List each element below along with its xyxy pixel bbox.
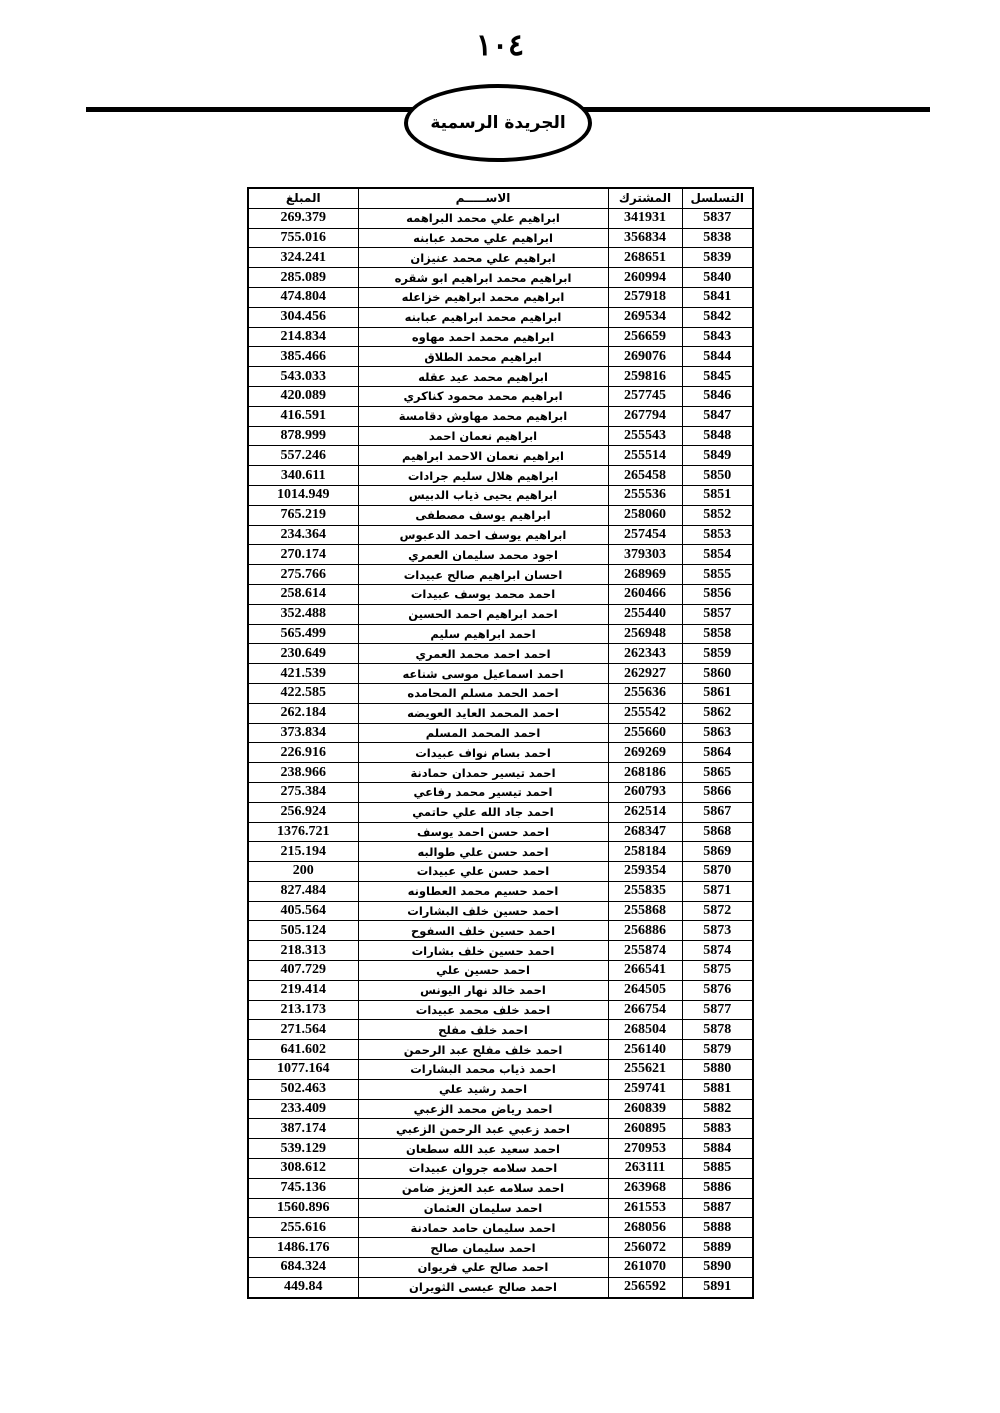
cell-sequence: 5839 bbox=[682, 248, 753, 268]
cell-subscriber: 268969 bbox=[608, 565, 682, 585]
table-row bbox=[248, 980, 753, 1000]
table-row bbox=[248, 545, 753, 565]
cell-subscriber: 379303 bbox=[608, 545, 682, 565]
cell-amount: 421.539 bbox=[248, 664, 358, 684]
cell-name: احمد رياض محمد الزعبي bbox=[358, 1099, 608, 1119]
cell-amount: 422.585 bbox=[248, 683, 358, 703]
cell-name: احمد سليمان حامد حمادنة bbox=[358, 1218, 608, 1238]
cell-subscriber: 259816 bbox=[608, 367, 682, 387]
table-row bbox=[248, 525, 753, 545]
cell-name: احمد ابراهيم احمد الحسين bbox=[358, 604, 608, 624]
cell-name: احمد حسين خلف البشارات bbox=[358, 901, 608, 921]
table-row bbox=[248, 565, 753, 585]
cell-sequence: 5846 bbox=[682, 386, 753, 406]
cell-name: ابراهيم علي محمد عبابنه bbox=[358, 228, 608, 248]
cell-name: احمد صالح علي فريوان bbox=[358, 1258, 608, 1278]
cell-subscriber: 255660 bbox=[608, 723, 682, 743]
cell-sequence: 5840 bbox=[682, 268, 753, 288]
table-row bbox=[248, 604, 753, 624]
cell-sequence: 5888 bbox=[682, 1218, 753, 1238]
cell-subscriber: 262343 bbox=[608, 644, 682, 664]
cell-subscriber: 341931 bbox=[608, 208, 682, 228]
table-row bbox=[248, 862, 753, 882]
cell-sequence: 5885 bbox=[682, 1159, 753, 1179]
table-row bbox=[248, 347, 753, 367]
cell-subscriber: 260793 bbox=[608, 782, 682, 802]
cell-name: احمد حسن علي طوالبه bbox=[358, 842, 608, 862]
cell-name: ابراهيم نعمان احمد bbox=[358, 426, 608, 446]
cell-amount: 215.194 bbox=[248, 842, 358, 862]
cell-subscriber: 260994 bbox=[608, 268, 682, 288]
cell-subscriber: 256659 bbox=[608, 327, 682, 347]
cell-name: احمد رشيد علي bbox=[358, 1079, 608, 1099]
table-row bbox=[248, 584, 753, 604]
cell-name: احمد المحمد العايد العويضه bbox=[358, 703, 608, 723]
cell-name: احمد تيسير حمدان حمادنة bbox=[358, 763, 608, 783]
cell-subscriber: 255835 bbox=[608, 881, 682, 901]
table-row bbox=[248, 763, 753, 783]
cell-amount: 505.124 bbox=[248, 921, 358, 941]
table-row bbox=[248, 802, 753, 822]
cell-amount: 543.033 bbox=[248, 367, 358, 387]
cell-sequence: 5879 bbox=[682, 1040, 753, 1060]
cell-sequence: 5868 bbox=[682, 822, 753, 842]
cell-name: ابراهيم محمد ابراهيم عبابنه bbox=[358, 307, 608, 327]
cell-amount: 827.484 bbox=[248, 881, 358, 901]
table-row bbox=[248, 1020, 753, 1040]
cell-sequence: 5856 bbox=[682, 584, 753, 604]
cell-name: احمد حسين خلف السفوح bbox=[358, 921, 608, 941]
table-row bbox=[248, 1119, 753, 1139]
cell-sequence: 5874 bbox=[682, 941, 753, 961]
table-row bbox=[248, 941, 753, 961]
header-amount: المبلغ bbox=[248, 188, 358, 208]
cell-sequence: 5886 bbox=[682, 1178, 753, 1198]
cell-sequence: 5889 bbox=[682, 1238, 753, 1258]
cell-amount: 213.173 bbox=[248, 1000, 358, 1020]
cell-sequence: 5880 bbox=[682, 1060, 753, 1080]
cell-amount: 275.384 bbox=[248, 782, 358, 802]
cell-amount: 324.241 bbox=[248, 248, 358, 268]
cell-name: ابراهيم يوسف مصطفى bbox=[358, 505, 608, 525]
cell-name: ابراهيم محمد الطلاق bbox=[358, 347, 608, 367]
cell-sequence: 5838 bbox=[682, 228, 753, 248]
gazette-title-oval bbox=[404, 84, 592, 162]
cell-name: ابراهيم علي محمد البراهمه bbox=[358, 208, 608, 228]
cell-name: احمد حسين علي bbox=[358, 961, 608, 981]
table-row bbox=[248, 1238, 753, 1258]
cell-amount: 262.184 bbox=[248, 703, 358, 723]
cell-amount: 539.129 bbox=[248, 1139, 358, 1159]
cell-subscriber: 269076 bbox=[608, 347, 682, 367]
cell-name: ابراهيم يحيى ذياب الدبيس bbox=[358, 485, 608, 505]
cell-amount: 1560.896 bbox=[248, 1198, 358, 1218]
cell-subscriber: 269269 bbox=[608, 743, 682, 763]
cell-amount: 238.966 bbox=[248, 763, 358, 783]
cell-sequence: 5845 bbox=[682, 367, 753, 387]
table-row bbox=[248, 1218, 753, 1238]
cell-sequence: 5853 bbox=[682, 525, 753, 545]
cell-subscriber: 269534 bbox=[608, 307, 682, 327]
cell-amount: 352.488 bbox=[248, 604, 358, 624]
cell-amount: 385.466 bbox=[248, 347, 358, 367]
table-row bbox=[248, 1198, 753, 1218]
cell-sequence: 5887 bbox=[682, 1198, 753, 1218]
cell-name: احمد خالد نهار اليونس bbox=[358, 980, 608, 1000]
cell-sequence: 5876 bbox=[682, 980, 753, 1000]
cell-amount: 745.136 bbox=[248, 1178, 358, 1198]
cell-amount: 219.414 bbox=[248, 980, 358, 1000]
table-row bbox=[248, 1040, 753, 1060]
table-row bbox=[248, 208, 753, 228]
table-header-row bbox=[248, 188, 753, 208]
cell-subscriber: 256948 bbox=[608, 624, 682, 644]
cell-subscriber: 270953 bbox=[608, 1139, 682, 1159]
cell-amount: 269.379 bbox=[248, 208, 358, 228]
cell-amount: 755.016 bbox=[248, 228, 358, 248]
cell-amount: 214.834 bbox=[248, 327, 358, 347]
cell-name: احسان ابراهيم صالح عبيدات bbox=[358, 565, 608, 585]
cell-name: احمد حسن احمد يوسف bbox=[358, 822, 608, 842]
cell-amount: 565.499 bbox=[248, 624, 358, 644]
cell-amount: 340.611 bbox=[248, 466, 358, 486]
cell-sequence: 5857 bbox=[682, 604, 753, 624]
cell-subscriber: 260895 bbox=[608, 1119, 682, 1139]
cell-amount: 407.729 bbox=[248, 961, 358, 981]
cell-amount: 641.602 bbox=[248, 1040, 358, 1060]
cell-name: احمد سليمان العثمان bbox=[358, 1198, 608, 1218]
cell-amount: 416.591 bbox=[248, 406, 358, 426]
table-row bbox=[248, 1139, 753, 1159]
table-row bbox=[248, 1159, 753, 1179]
table-row bbox=[248, 1258, 753, 1278]
cell-sequence: 5850 bbox=[682, 466, 753, 486]
cell-subscriber: 256140 bbox=[608, 1040, 682, 1060]
cell-amount: 270.174 bbox=[248, 545, 358, 565]
cell-name: ابراهيم هلال سليم جرادات bbox=[358, 466, 608, 486]
cell-name: ابراهيم محمد احمد مهاوه bbox=[358, 327, 608, 347]
cell-sequence: 5883 bbox=[682, 1119, 753, 1139]
cell-subscriber: 268651 bbox=[608, 248, 682, 268]
table-row bbox=[248, 644, 753, 664]
cell-sequence: 5860 bbox=[682, 664, 753, 684]
cell-sequence: 5884 bbox=[682, 1139, 753, 1159]
table-row bbox=[248, 664, 753, 684]
cell-subscriber: 262514 bbox=[608, 802, 682, 822]
cell-subscriber: 257918 bbox=[608, 287, 682, 307]
cell-sequence: 5843 bbox=[682, 327, 753, 347]
cell-sequence: 5849 bbox=[682, 446, 753, 466]
cell-name: احمد زعبي عبد الرحمن الزعبي bbox=[358, 1119, 608, 1139]
cell-subscriber: 263968 bbox=[608, 1178, 682, 1198]
cell-amount: 233.409 bbox=[248, 1099, 358, 1119]
table-row bbox=[248, 782, 753, 802]
cell-subscriber: 268504 bbox=[608, 1020, 682, 1040]
cell-subscriber: 258184 bbox=[608, 842, 682, 862]
table-row bbox=[248, 743, 753, 763]
table-row bbox=[248, 386, 753, 406]
cell-subscriber: 267794 bbox=[608, 406, 682, 426]
cell-sequence: 5870 bbox=[682, 862, 753, 882]
gazette-title: الجريدة الرسمية bbox=[430, 113, 566, 133]
cell-name: احمد حسيم محمد العطاونه bbox=[358, 881, 608, 901]
table-row bbox=[248, 446, 753, 466]
cell-name: احمد المحمد المسلم bbox=[358, 723, 608, 743]
cell-name: احمد سليمان صالح bbox=[358, 1238, 608, 1258]
table-row bbox=[248, 1099, 753, 1119]
cell-sequence: 5858 bbox=[682, 624, 753, 644]
cell-name: احمد ذياب محمد البشارات bbox=[358, 1060, 608, 1080]
table-row bbox=[248, 703, 753, 723]
cell-sequence: 5882 bbox=[682, 1099, 753, 1119]
table-row bbox=[248, 287, 753, 307]
cell-sequence: 5869 bbox=[682, 842, 753, 862]
cell-sequence: 5851 bbox=[682, 485, 753, 505]
cell-amount: 373.834 bbox=[248, 723, 358, 743]
cell-sequence: 5862 bbox=[682, 703, 753, 723]
cell-sequence: 5837 bbox=[682, 208, 753, 228]
cell-name: اجود محمد سليمان العمري bbox=[358, 545, 608, 565]
cell-subscriber: 259741 bbox=[608, 1079, 682, 1099]
cell-subscriber: 257454 bbox=[608, 525, 682, 545]
cell-amount: 218.313 bbox=[248, 941, 358, 961]
table-row bbox=[248, 307, 753, 327]
cell-name: احمد سلامه عبد العزيز ضامن bbox=[358, 1178, 608, 1198]
table-row bbox=[248, 248, 753, 268]
cell-name: ابراهيم محمد ابراهيم ابو شقره bbox=[358, 268, 608, 288]
cell-subscriber: 260839 bbox=[608, 1099, 682, 1119]
cell-sequence: 5872 bbox=[682, 901, 753, 921]
cell-amount: 308.612 bbox=[248, 1159, 358, 1179]
cell-sequence: 5866 bbox=[682, 782, 753, 802]
table-row bbox=[248, 466, 753, 486]
cell-name: احمد اسماعيل موسى شناعه bbox=[358, 664, 608, 684]
cell-name: احمد احمد محمد العمري bbox=[358, 644, 608, 664]
cell-subscriber: 266754 bbox=[608, 1000, 682, 1020]
header-subscriber: المشترك bbox=[608, 188, 682, 208]
table-row bbox=[248, 228, 753, 248]
cell-sequence: 5854 bbox=[682, 545, 753, 565]
table-row bbox=[248, 683, 753, 703]
table-row bbox=[248, 327, 753, 347]
cell-sequence: 5855 bbox=[682, 565, 753, 585]
cell-amount: 387.174 bbox=[248, 1119, 358, 1139]
table-row bbox=[248, 426, 753, 446]
cell-name: احمد خلف محمد عبيدات bbox=[358, 1000, 608, 1020]
cell-sequence: 5871 bbox=[682, 881, 753, 901]
cell-amount: 449.84 bbox=[248, 1277, 358, 1297]
cell-name: احمد حسن علي عبيدات bbox=[358, 862, 608, 882]
cell-name: احمد سلامه جروان عبيدات bbox=[358, 1159, 608, 1179]
cell-subscriber: 255514 bbox=[608, 446, 682, 466]
cell-name: احمد حسين خلف بشارات bbox=[358, 941, 608, 961]
table-row bbox=[248, 406, 753, 426]
cell-amount: 474.804 bbox=[248, 287, 358, 307]
cell-amount: 684.324 bbox=[248, 1258, 358, 1278]
table-row bbox=[248, 901, 753, 921]
cell-name: ابراهيم يوسف احمد الدعبوس bbox=[358, 525, 608, 545]
cell-subscriber: 266541 bbox=[608, 961, 682, 981]
cell-subscriber: 268186 bbox=[608, 763, 682, 783]
cell-sequence: 5861 bbox=[682, 683, 753, 703]
table-row bbox=[248, 1079, 753, 1099]
subscribers-table bbox=[247, 187, 754, 1299]
cell-name: احمد خلف مفلح عبد الرحمن bbox=[358, 1040, 608, 1060]
cell-subscriber: 261070 bbox=[608, 1258, 682, 1278]
cell-subscriber: 259354 bbox=[608, 862, 682, 882]
cell-subscriber: 255874 bbox=[608, 941, 682, 961]
cell-amount: 1077.164 bbox=[248, 1060, 358, 1080]
cell-subscriber: 256072 bbox=[608, 1238, 682, 1258]
cell-sequence: 5859 bbox=[682, 644, 753, 664]
cell-name: احمد تيسير محمد رفاعي bbox=[358, 782, 608, 802]
table-row bbox=[248, 505, 753, 525]
cell-subscriber: 260466 bbox=[608, 584, 682, 604]
cell-subscriber: 256592 bbox=[608, 1277, 682, 1297]
cell-subscriber: 255543 bbox=[608, 426, 682, 446]
cell-name: ابراهيم نعمان الاحمد ابراهيم bbox=[358, 446, 608, 466]
cell-amount: 502.463 bbox=[248, 1079, 358, 1099]
cell-amount: 255.616 bbox=[248, 1218, 358, 1238]
cell-subscriber: 261553 bbox=[608, 1198, 682, 1218]
cell-amount: 765.219 bbox=[248, 505, 358, 525]
cell-sequence: 5881 bbox=[682, 1079, 753, 1099]
cell-subscriber: 255542 bbox=[608, 703, 682, 723]
cell-sequence: 5877 bbox=[682, 1000, 753, 1020]
table-row bbox=[248, 961, 753, 981]
cell-subscriber: 264505 bbox=[608, 980, 682, 1000]
cell-amount: 258.614 bbox=[248, 584, 358, 604]
cell-subscriber: 268347 bbox=[608, 822, 682, 842]
table-row bbox=[248, 1178, 753, 1198]
cell-name: احمد صالح عيسى الثويران bbox=[358, 1277, 608, 1297]
cell-amount: 420.089 bbox=[248, 386, 358, 406]
cell-sequence: 5844 bbox=[682, 347, 753, 367]
cell-subscriber: 268056 bbox=[608, 1218, 682, 1238]
cell-subscriber: 257745 bbox=[608, 386, 682, 406]
cell-subscriber: 255636 bbox=[608, 683, 682, 703]
header-sequence: التسلسل bbox=[682, 188, 753, 208]
cell-subscriber: 263111 bbox=[608, 1159, 682, 1179]
cell-sequence: 5842 bbox=[682, 307, 753, 327]
cell-name: ابراهيم محمد ابراهيم خزاعله bbox=[358, 287, 608, 307]
cell-amount: 285.089 bbox=[248, 268, 358, 288]
cell-amount: 304.456 bbox=[248, 307, 358, 327]
page-number: ١٠٤ bbox=[475, 28, 525, 63]
cell-name: احمد بسام نواف عبيدات bbox=[358, 743, 608, 763]
cell-name: احمد ابراهيم سليم bbox=[358, 624, 608, 644]
cell-amount: 878.999 bbox=[248, 426, 358, 446]
cell-subscriber: 258060 bbox=[608, 505, 682, 525]
cell-amount: 557.246 bbox=[248, 446, 358, 466]
table-row bbox=[248, 723, 753, 743]
cell-sequence: 5847 bbox=[682, 406, 753, 426]
cell-amount: 1376.721 bbox=[248, 822, 358, 842]
table-row bbox=[248, 921, 753, 941]
cell-amount: 271.564 bbox=[248, 1020, 358, 1040]
cell-amount: 200 bbox=[248, 862, 358, 882]
cell-amount: 230.649 bbox=[248, 644, 358, 664]
cell-name: ابراهيم علي محمد عنيزان bbox=[358, 248, 608, 268]
header-name: الاســـــم bbox=[358, 188, 608, 208]
cell-subscriber: 255868 bbox=[608, 901, 682, 921]
table-row bbox=[248, 367, 753, 387]
table-row bbox=[248, 1060, 753, 1080]
cell-subscriber: 256886 bbox=[608, 921, 682, 941]
cell-sequence: 5878 bbox=[682, 1020, 753, 1040]
cell-name: احمد سعيد عبد الله سطعان bbox=[358, 1139, 608, 1159]
table-row bbox=[248, 1000, 753, 1020]
cell-name: ابراهيم محمد عيد عقله bbox=[358, 367, 608, 387]
cell-name: احمد محمد يوسف عبيدات bbox=[358, 584, 608, 604]
cell-sequence: 5873 bbox=[682, 921, 753, 941]
cell-amount: 234.364 bbox=[248, 525, 358, 545]
cell-subscriber: 255621 bbox=[608, 1060, 682, 1080]
cell-name: احمد الحمد مسلم المحامده bbox=[358, 683, 608, 703]
cell-sequence: 5863 bbox=[682, 723, 753, 743]
cell-sequence: 5875 bbox=[682, 961, 753, 981]
cell-amount: 256.924 bbox=[248, 802, 358, 822]
table-row bbox=[248, 268, 753, 288]
cell-sequence: 5864 bbox=[682, 743, 753, 763]
table-row bbox=[248, 1277, 753, 1297]
cell-sequence: 5848 bbox=[682, 426, 753, 446]
cell-amount: 1486.176 bbox=[248, 1238, 358, 1258]
cell-name: احمد جاد الله علي حاتمي bbox=[358, 802, 608, 822]
cell-subscriber: 255440 bbox=[608, 604, 682, 624]
cell-subscriber: 265458 bbox=[608, 466, 682, 486]
cell-amount: 1014.949 bbox=[248, 485, 358, 505]
cell-subscriber: 255536 bbox=[608, 485, 682, 505]
cell-name: احمد خلف مفلح bbox=[358, 1020, 608, 1040]
table-row bbox=[248, 485, 753, 505]
cell-sequence: 5841 bbox=[682, 287, 753, 307]
table-row bbox=[248, 822, 753, 842]
cell-subscriber: 356834 bbox=[608, 228, 682, 248]
table-row bbox=[248, 842, 753, 862]
cell-subscriber: 262927 bbox=[608, 664, 682, 684]
cell-name: ابراهيم محمد مهاوش دقامسة bbox=[358, 406, 608, 426]
cell-sequence: 5865 bbox=[682, 763, 753, 783]
cell-amount: 275.766 bbox=[248, 565, 358, 585]
table-row bbox=[248, 624, 753, 644]
cell-sequence: 5891 bbox=[682, 1277, 753, 1297]
table-row bbox=[248, 881, 753, 901]
cell-name: ابراهيم محمد محمود كناكري bbox=[358, 386, 608, 406]
cell-amount: 405.564 bbox=[248, 901, 358, 921]
cell-amount: 226.916 bbox=[248, 743, 358, 763]
cell-sequence: 5890 bbox=[682, 1258, 753, 1278]
cell-sequence: 5867 bbox=[682, 802, 753, 822]
cell-sequence: 5852 bbox=[682, 505, 753, 525]
